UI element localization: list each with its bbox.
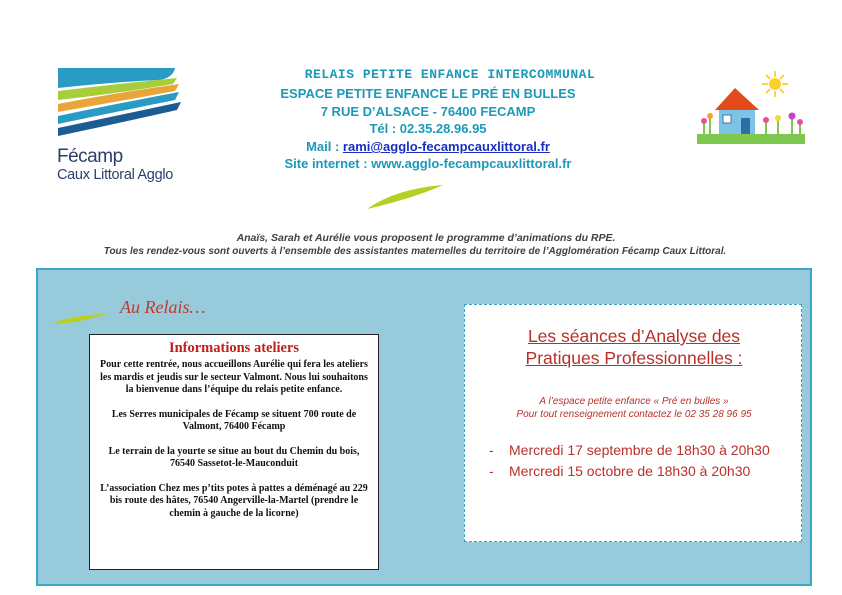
logo-word-fecamp: Fécamp xyxy=(57,146,123,167)
analyse-title-line-1: Les séances d’Analyse des xyxy=(527,326,741,346)
session-list xyxy=(489,440,789,482)
fecamp-agglo-logo xyxy=(55,66,215,191)
logo-waves-icon xyxy=(55,66,215,146)
info-title: Informations ateliers xyxy=(168,340,300,356)
analyse-location: A l’espace petite enfance « Pré en bulles » xyxy=(539,396,729,407)
swoosh-icon xyxy=(365,183,445,213)
au-relais-heading: Au Relais… xyxy=(120,297,206,317)
mail-link[interactable]: rami@agglo-fecampcauxlittoral.fr xyxy=(342,139,550,154)
analyse-contact: Pour tout renseignement contactez le 02 35 28 96 95 xyxy=(516,409,752,420)
session-item: - Mercredi 17 septembre de 18h30 à 20h30 xyxy=(489,440,789,461)
info-ateliers-box xyxy=(89,334,379,570)
info-paragraph: Les Serres municipales de Fécamp se situent 700 route de Valmont, 76400 Fécamp xyxy=(111,408,357,432)
intro-line-2: Tous les rendez-vous sont ouverts à l’ensemble des assistantes maternelles du territoire de l’Agglomération Fécamp Caux Littoral. xyxy=(103,246,727,257)
mail-label: Mail : xyxy=(306,139,343,154)
info-paragraph: L’association Chez mes p’tits potes à pattes a déménagé au 229 bis route des hâtes, 76540 Angerville-la-Martel (prendre le chemin à gauche de la licorne) xyxy=(100,482,368,519)
info-paragraph: Pour cette rentrée, nous accueillons Aurélie qui fera les ateliers les mardis et jeudis sur le secteur Valmont. Nous lui souhaitons la bienvenue dans l’équipe du relais petite enfance. xyxy=(100,359,368,395)
house-drawing-icon xyxy=(695,68,807,148)
info-paragraph: Le terrain de la yourte se situe au bout du Chemin du bois, 76540 Sassetot-le-Mauconduit xyxy=(108,445,360,469)
header-mail xyxy=(218,139,638,154)
header-phone: Tél : 02.35.28.96.95 xyxy=(369,121,487,136)
analyse-title-line-2: Pratiques Professionnelles : xyxy=(525,348,743,368)
small-swoosh-icon xyxy=(50,312,110,326)
logo-word-agglo: Caux Littoral Agglo xyxy=(57,167,174,183)
header-website: Site internet : www.agglo-fecampcauxlittoral.fr xyxy=(284,156,572,171)
session-item: - Mercredi 15 octobre de 18h30 à 20h30 xyxy=(489,461,789,482)
header-subtitle: ESPACE PETITE ENFANCE LE PRÉ EN BULLES xyxy=(280,86,576,101)
header-title: RELAIS PETITE ENFANCE INTERCOMMUNAL xyxy=(304,67,596,82)
intro-line-1: Anaïs, Sarah et Aurélie vous proposent le programme d’animations du RPE. xyxy=(236,232,616,244)
analyse-pratiques-box xyxy=(464,304,802,542)
header-address: 7 RUE D’ALSACE - 76400 FECAMP xyxy=(320,104,536,119)
